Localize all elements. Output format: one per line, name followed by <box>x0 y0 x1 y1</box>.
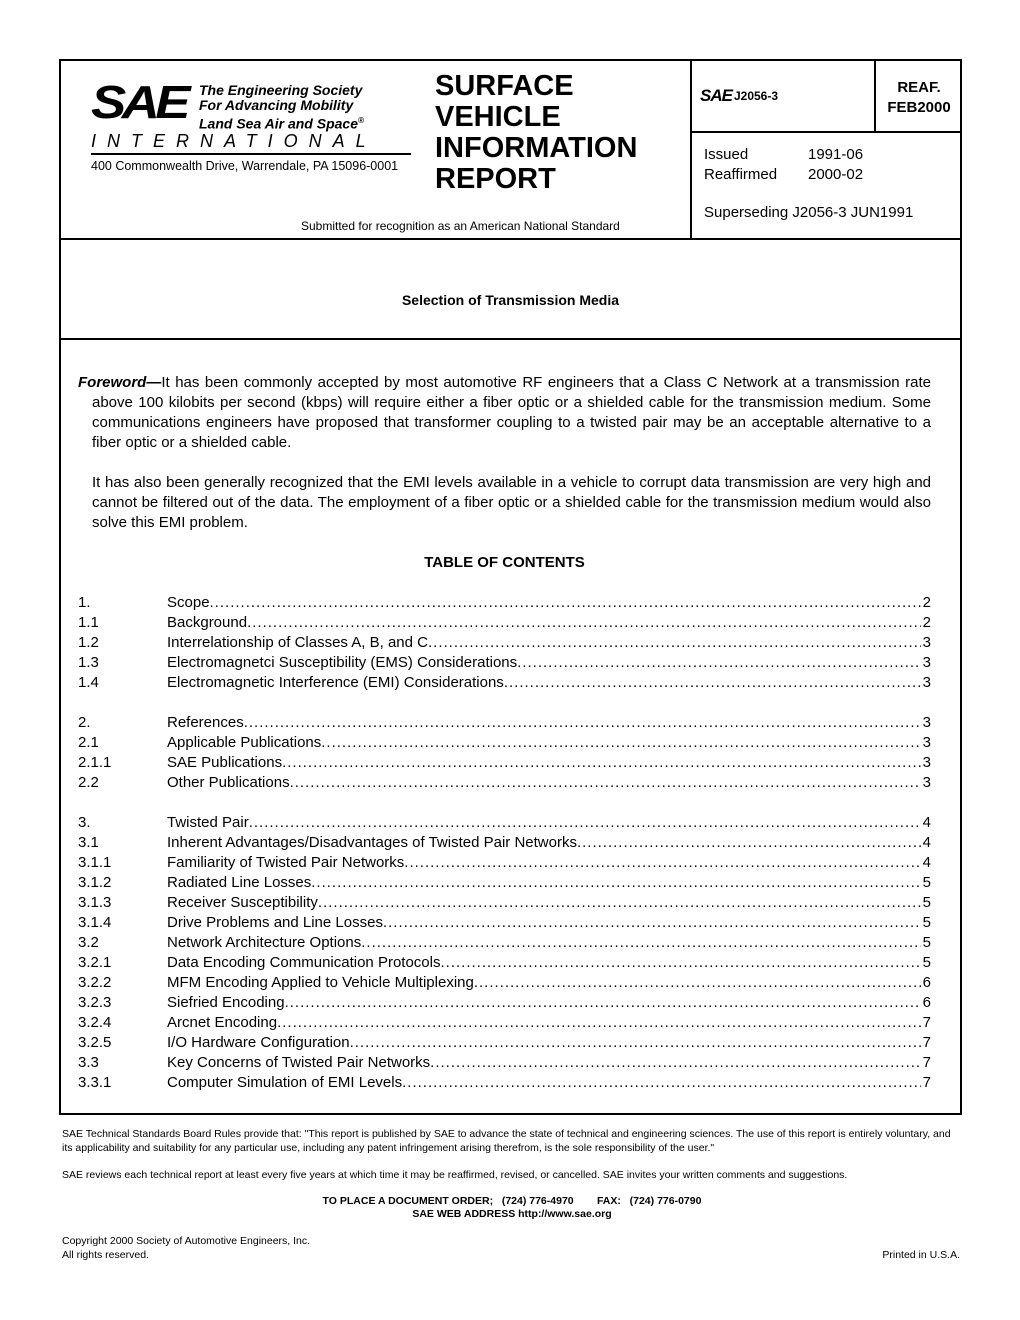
toc-number: 1. <box>78 594 91 611</box>
reaffirmed-label: Reaffirmed <box>704 166 778 183</box>
foreword-paragraph <box>78 373 931 453</box>
toc-number: 1.1 <box>78 614 99 631</box>
toc-page: 3 <box>922 654 931 671</box>
dates <box>704 145 863 185</box>
toc-page: 7 <box>922 1014 931 1031</box>
toc-entry[interactable] <box>78 933 931 953</box>
toc-title-wrap <box>167 1033 921 1053</box>
dot-leader <box>404 853 920 873</box>
toc-number: 3.2 <box>78 934 99 951</box>
toc-entry[interactable] <box>78 673 931 693</box>
doc-number: J2056-3 <box>733 89 779 103</box>
toc-title-wrap <box>167 673 921 693</box>
toc-entry[interactable] <box>78 1053 931 1073</box>
rules-text: SAE Technical Standards Board Rules provide that: "This report is published by SAE to advance the state of technical and engineering sciences. The use of this report is entirely voluntary, and its applicability and suitability for any particular use, including any patent infringement arising therefrom, is the sole responsibility of the user." <box>62 1128 951 1154</box>
toc-entry[interactable] <box>78 1033 931 1053</box>
toc-title-wrap <box>167 753 921 773</box>
doc-number-cell <box>692 61 874 133</box>
document-title: Selection of Transmission Media <box>61 240 960 340</box>
dot-leader <box>318 893 921 913</box>
report-type <box>435 71 637 195</box>
toc-entry[interactable] <box>78 593 931 613</box>
toc-entry[interactable] <box>78 813 931 833</box>
toc-number: 1.3 <box>78 654 99 671</box>
toc-page: 2 <box>922 614 931 631</box>
reaf-cell <box>874 61 962 133</box>
review-text: SAE reviews each technical report at least every five years at which time it may be reaffirmed, revised, or cancelled. SAE invites your written comments and suggestions. <box>62 1169 848 1181</box>
toc-page: 2 <box>922 594 931 611</box>
dot-leader <box>474 973 921 993</box>
toc-page: 7 <box>922 1074 931 1091</box>
toc-entry[interactable] <box>78 613 931 633</box>
rights: All rights reserved. <box>62 1249 149 1261</box>
report-type-line: SURFACE <box>435 70 574 102</box>
toc-page: 3 <box>922 714 931 731</box>
toc-title-wrap <box>167 893 921 913</box>
toc-title-wrap <box>167 1073 921 1093</box>
toc-page: 3 <box>922 734 931 751</box>
toc-title: MFM Encoding Applied to Vehicle Multiplexing <box>167 974 474 991</box>
toc-title-wrap <box>167 733 921 753</box>
toc-title: Receiver Susceptibility <box>167 894 318 911</box>
toc-entry[interactable] <box>78 773 931 793</box>
address: 400 Commonwealth Drive, Warrendale, PA 15096-0001 <box>91 159 399 173</box>
toc-page: 6 <box>922 994 931 1011</box>
order-info <box>62 1195 962 1221</box>
toc-page: 7 <box>922 1034 931 1051</box>
sae-small-logo: SAE <box>700 86 732 105</box>
toc-page: 6 <box>922 974 931 991</box>
sae-logo-mark: SAE <box>91 76 186 128</box>
tagline-text: Land Sea Air and Space <box>199 115 358 132</box>
toc-number: 3.1.1 <box>78 854 112 871</box>
copyright-block <box>62 1234 962 1262</box>
table-of-contents <box>78 593 931 1093</box>
toc-entry[interactable] <box>78 633 931 653</box>
toc-title: Applicable Publications <box>167 734 322 751</box>
toc-title-wrap <box>167 1013 921 1033</box>
dot-leader <box>249 813 921 833</box>
paragraph: It has also been generally recognized that the EMI levels available in a vehicle to corrupt data transmission are very high and cannot be filtered out of the data. The employment of a fiber optic or a shielded cable for the transmission medium would also solve this EMI problem. <box>92 474 931 531</box>
toc-spacer <box>78 793 931 813</box>
reaf-label: REAF. <box>897 79 941 96</box>
toc-number: 3.3.1 <box>78 1074 112 1091</box>
toc-page: 3 <box>922 754 931 771</box>
dot-leader <box>383 913 921 933</box>
dot-leader <box>577 833 921 853</box>
foreword-text: It has been commonly accepted by most automotive RF engineers that a Class C Network at a transmission rate above 100 kilobits per second (kbps) will require either a fiber optic or a shielded cable for the transmission medium. Some communications engineers have proposed that transformer coupling to a twisted pair may be an acceptable alternative to a fiber optic or a shielded cable. <box>92 374 931 451</box>
toc-page: 4 <box>922 854 931 871</box>
toc-entry[interactable] <box>78 713 931 733</box>
toc-title: Inherent Advantages/Disadvantages of Twisted Pair Networks <box>167 834 577 851</box>
tagline-line: The Engineering Society <box>199 82 363 98</box>
toc-number: 2. <box>78 714 91 731</box>
toc-number: 1.2 <box>78 634 99 651</box>
order-line: TO PLACE A DOCUMENT ORDER; (724) 776-4970 FAX: (724) 776-0790 <box>322 1195 702 1207</box>
dot-leader <box>440 953 920 973</box>
toc-number: 2.2 <box>78 774 99 791</box>
dot-leader <box>290 773 921 793</box>
document-frame <box>59 59 962 1115</box>
toc-number: 2.1.1 <box>78 754 112 771</box>
toc-page: 3 <box>922 674 931 691</box>
toc-title-wrap <box>167 813 921 833</box>
toc-title-wrap <box>167 773 921 793</box>
toc-title-wrap <box>167 973 921 993</box>
reaf-date: FEB2000 <box>887 99 951 116</box>
toc-title-wrap <box>167 833 921 853</box>
toc-entry[interactable] <box>78 913 931 933</box>
toc-heading: TABLE OF CONTENTS <box>424 554 585 571</box>
society-tagline <box>199 83 364 132</box>
toc-entry[interactable] <box>78 833 931 853</box>
dot-leader <box>210 593 921 613</box>
toc-title: Scope <box>167 594 210 611</box>
toc-number: 3.2.3 <box>78 994 112 1011</box>
dot-leader <box>277 1013 921 1033</box>
dot-leader <box>244 713 921 733</box>
toc-title: References <box>167 714 244 731</box>
toc-number: 3.2.4 <box>78 1014 112 1031</box>
report-type-line: REPORT <box>435 163 556 195</box>
issued-label: Issued <box>704 146 749 163</box>
dot-leader <box>402 1073 921 1093</box>
toc-number: 3.2.1 <box>78 954 112 971</box>
registered-mark: ® <box>357 116 364 125</box>
document-body <box>78 373 931 1093</box>
dot-leader <box>321 733 920 753</box>
toc-entry[interactable] <box>78 973 931 993</box>
toc-title-wrap <box>167 593 921 613</box>
web-address[interactable]: SAE WEB ADDRESS http://www.sae.org <box>412 1208 612 1220</box>
dot-leader <box>247 613 921 633</box>
dot-leader <box>430 1053 920 1073</box>
toc-entry[interactable] <box>78 893 931 913</box>
dot-leader <box>428 633 921 653</box>
toc-entry[interactable] <box>78 753 931 773</box>
printed-in: Printed in U.S.A. <box>882 1249 960 1261</box>
report-type-line: INFORMATION <box>435 132 638 164</box>
toc-page: 5 <box>922 934 931 951</box>
toc-title-wrap <box>167 933 921 953</box>
footer <box>62 1127 962 1262</box>
toc-entry[interactable] <box>78 873 931 893</box>
toc-number: 3.1.2 <box>78 874 112 891</box>
toc-entry[interactable] <box>78 953 931 973</box>
toc-title-wrap <box>167 993 921 1013</box>
toc-spacer <box>78 693 931 713</box>
toc-title-wrap <box>167 953 921 973</box>
toc-number: 3.3 <box>78 1054 99 1071</box>
toc-title: Interrelationship of Classes A, B, and C <box>167 634 428 651</box>
toc-title-wrap <box>167 713 921 733</box>
toc-title: Data Encoding Communication Protocols <box>167 954 441 971</box>
toc-title-wrap <box>167 653 921 673</box>
toc-title: Siefried Encoding <box>167 994 285 1011</box>
foreword-label: Foreword— <box>78 374 162 391</box>
toc-page: 4 <box>922 834 931 851</box>
toc-entry[interactable] <box>78 653 931 673</box>
international-wordmark: INTERNATIONAL <box>91 131 411 155</box>
copyright: Copyright 2000 Society of Automotive Engineers, Inc. <box>62 1235 311 1247</box>
superseding: Superseding J2056-3 JUN1991 <box>704 204 914 221</box>
dot-leader <box>350 1033 921 1053</box>
toc-title-wrap <box>167 853 921 873</box>
toc-entry[interactable] <box>78 853 931 873</box>
toc-title: SAE Publications <box>167 754 283 771</box>
toc-title: Electromagnetci Susceptibility (EMS) Considerations <box>167 654 518 671</box>
dot-leader <box>504 673 921 693</box>
toc-title-wrap <box>167 613 921 633</box>
dot-leader <box>517 653 921 673</box>
toc-title: Electromagnetic Interference (EMI) Considerations <box>167 674 504 691</box>
reaffirmed-date: 2000-02 <box>808 166 864 183</box>
toc-title: Background <box>167 614 248 631</box>
toc-title: Network Architecture Options <box>167 934 362 951</box>
toc-title: Twisted Pair <box>167 814 249 831</box>
toc-title-wrap <box>167 913 921 933</box>
toc-title: Key Concerns of Twisted Pair Networks <box>167 1054 431 1071</box>
tagline-line: For Advancing Mobility <box>199 97 354 113</box>
submitted-note: Submitted for recognition as an American National Standard <box>301 219 620 233</box>
toc-page: 7 <box>922 1054 931 1071</box>
toc-title-wrap <box>167 633 921 653</box>
toc-title-wrap <box>167 1053 921 1073</box>
toc-number: 3.2.2 <box>78 974 112 991</box>
toc-title: Drive Problems and Line Losses <box>167 914 383 931</box>
toc-number: 3.1 <box>78 834 99 851</box>
toc-entry[interactable] <box>78 993 931 1013</box>
toc-number: 3.1.3 <box>78 894 112 911</box>
issued-date: 1991-06 <box>808 146 864 163</box>
toc-page: 3 <box>922 774 931 791</box>
toc-number: 3.2.5 <box>78 1034 112 1051</box>
toc-page: 5 <box>922 894 931 911</box>
toc-entry[interactable] <box>78 1013 931 1033</box>
header <box>61 61 960 240</box>
toc-title-wrap <box>167 873 921 893</box>
toc-page: 3 <box>922 634 931 651</box>
toc-title: I/O Hardware Configuration <box>167 1034 350 1051</box>
tagline-line <box>199 113 364 132</box>
toc-title: Arcnet Encoding <box>167 1014 278 1031</box>
toc-title: Other Publications <box>167 774 290 791</box>
doc-info-block <box>690 61 960 240</box>
toc-page: 4 <box>922 814 931 831</box>
toc-number: 2.1 <box>78 734 99 751</box>
toc-number: 3. <box>78 814 91 831</box>
toc-number: 1.4 <box>78 674 99 691</box>
dot-leader <box>311 873 920 893</box>
toc-page: 5 <box>922 954 931 971</box>
toc-title: Computer Simulation of EMI Levels <box>167 1074 403 1091</box>
dot-leader <box>361 933 920 953</box>
toc-title: Familiarity of Twisted Pair Networks <box>167 854 405 871</box>
dot-leader <box>285 993 921 1013</box>
dot-leader <box>282 753 921 773</box>
toc-page: 5 <box>922 874 931 891</box>
toc-title: Radiated Line Losses <box>167 874 312 891</box>
report-type-line: VEHICLE <box>435 101 561 133</box>
toc-number: 3.1.4 <box>78 914 112 931</box>
toc-entry[interactable] <box>78 733 931 753</box>
toc-page: 5 <box>922 914 931 931</box>
toc-entry[interactable] <box>78 1073 931 1093</box>
